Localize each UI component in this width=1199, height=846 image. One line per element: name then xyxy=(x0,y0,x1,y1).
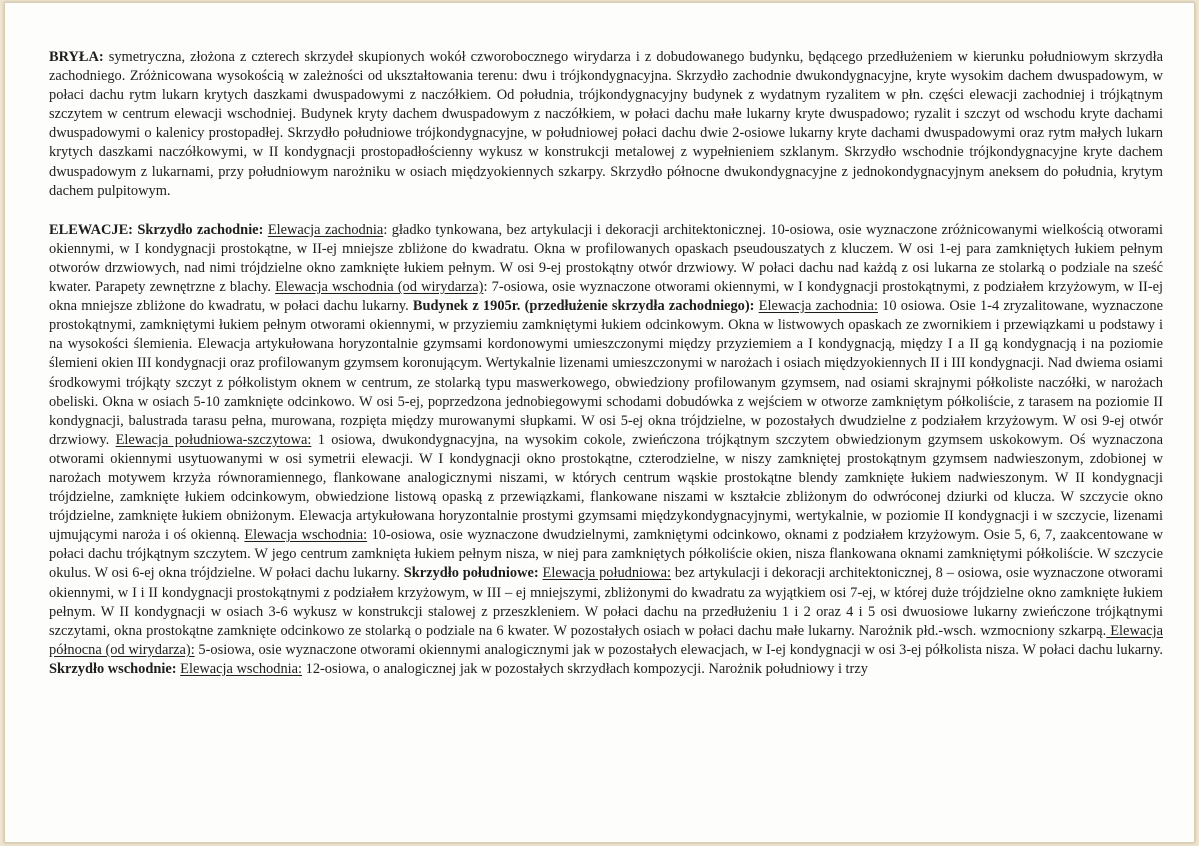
heading-skrzydlo-wschodnie: Skrzydło wschodnie: xyxy=(49,660,177,677)
subheading-elewacja-poludniowa-szczytowa: Elewacja południowa-szczytowa: xyxy=(115,431,312,448)
paragraph-bryla xyxy=(49,48,1163,201)
subheading-budynek-elewacja-zachodnia: Elewacja zachodnia: xyxy=(758,298,878,315)
subheading-elewacja-zachodnia: Elewacja zachodnia xyxy=(267,221,384,238)
text-elewacja-zachodnia: : gładko tynkowana, bez artykulacji i dekoracji architektonicznej. 10-osiowa, osie wyznaczone zróżnicowanymi wielkością otworami okiennymi, w I kondygnacji prostokątne, w II-ej mniejsze zbliżone do kwadratu. Okna w profilowanych opaskach pseudouszatych z kluczem. W osi 1-ej para zamkniętych łukiem pełnym otworów drzwiowych, nad nimi trójdzielne okno zamknięte łukiem pełnym. W osi 9-ej prostokątny otwór drzwiowy. W połaci dachu nad każdą z osi lukarna ze stolarką o podziale na sześć kwater. Parapety zewnętrzne z blachy. xyxy=(49,221,1163,296)
subheading-elewacja-wschodnia-wirydarz: Elewacja wschodnia (od wirydarza) xyxy=(275,279,484,296)
text-elewacja-poludniowa: bez artykulacji i dekoracji architektonicznej, 8 – osiowa, osie wyznaczone otworami okiennymi, w I i II kondygnacji prostokątnymi z podziałem krzyżowym, w III – ej mniejszymi, zbliżonymi do kwadratu za wyjątkiem osi 7-ej, w której duże trójdzielne okno zamknięte łukiem pełnym. W II kondygnacji w osiach 3-6 wykusz w konstrukcji stalowej z przeszkleniem. W połaci dachu na przedłużeniu 1 i 2 oraz 4 i 5 osi dwuosiowe lukarny zwieńczone trójkątnymi szczytami, okna prostokątne zamknięte odcinkowo ze stolarką o podziale na 6 kwater. W pozostałych osiach w połaci dachu małe lukarny. Narożnik płd.-wsch. wzmocniony szkarpą. xyxy=(49,565,1163,639)
heading-elewacje: ELEWACJE: xyxy=(49,221,133,238)
paragraph-elewacje xyxy=(49,221,1163,679)
text-budynek-elewacja-zachodnia: 10 osiowa. Osie 1-4 zryzalitowane, wyznaczone prostokątnymi, zamkniętymi łukiem pełnym otworami okiennymi, w przyziemiu zamkniętymi łukiem odcinkowym. Okna w listwowych opaskach ze zwornikiem i przewiązkami u podstawy i na wysokości ślemienia. Elewacja artykułowana horyzontalnie gzymsami kordonowymi umieszczonymi między przyziemiem a I kondygnacją, między I a II gą kondygnacją i na poziomie ślemieni okien III kondygnacji oraz profilowanym gzymsem koronującym. Wertykalnie lizenami umieszczonymi w narożach i osiach międzyokiennych II i III kondygnacji. Nad dwiema osiami środkowymi trójkąty szczyt z półkolistym oknem w centrum, ze stolarką typu maswerkowego, obwiedziony profilowanym gzymsem, nad osiami skrajnymi półkoliste naczółki, w narożach obeliski. Okna w osiach 5-10 zamknięte odcinkowo. W osi 5-ej, poprzedzona jednobiegowymi schodami dobudówka z wejściem w otworze zamkniętym półkoliście, z tarasem na poziomie II kondygnacji, balustrada tarasu pełna, murowana, rozpięta między murowanymi słupkami. W osi 5-ej okna trójdzielne, w pozostałych dwudzielne z podziałem krzyżowym. W osi 9-ej otwór drzwiowy. xyxy=(49,298,1163,448)
heading-skrzydlo-zachodnie: Skrzydło zachodnie: xyxy=(137,221,264,238)
heading-bryla: BRYŁA: xyxy=(49,49,104,65)
subheading-elewacja-poludniowa: Elewacja południowa: xyxy=(542,565,672,582)
heading-skrzydlo-poludniowe: Skrzydło południowe: xyxy=(403,565,539,582)
text-budynek-elewacja-wschodnia: 10-osiowa, osie wyznaczone dwudzielnymi, zamkniętymi odcinkowo, oknami z podziałem krzyżowym. Osie 5, 6, 7, zaakcentowane w połaci dachu trójkątnym szczytem. W jego centrum zamknięta łukiem pełnym nisza, w niej para zamkniętych półkoliście okien, nisza flankowana oknami zamkniętymi półkoliście. W szczycie okulus. W osi 6-ej okna trójdzielne. W połaci dachu lukarny. xyxy=(49,527,1164,582)
document-body xyxy=(49,48,1163,679)
subheading-elewacja-polnocna: Elewacja północna (od wirydarza): xyxy=(49,622,1163,658)
text-elewacja-wschodnia-wirydarz: : 7-osiowa, osie wyznaczone otworami okiennymi, w I kondygnacji prostokątnymi, z podziałem krzyżowym, w II-ej okna mniejsze zbliżone do kwadratu, w połaci dachu lukarny. xyxy=(49,279,1163,315)
heading-budynek-1905: Budynek z 1905r. (przedłużenie skrzydła zachodniego): xyxy=(412,298,755,315)
subheading-budynek-elewacja-wschodnia: Elewacja wschodnia: xyxy=(244,527,368,544)
text-skrzydlo-wschodnie-elewacja-wschodnia: 12-osiowa, o analogicznej jak w pozostałych skrzydłach kompozycji. Narożnik południowy i trzy xyxy=(302,660,868,677)
subheading-skrzydlo-wschodnie-elewacja-wschodnia: Elewacja wschodnia: xyxy=(180,660,303,677)
text-elewacja-polnocna: 5-osiowa, osie wyznaczone otworami okiennymi analogicznymi jak w pozostałych elewacjach, w I-ej kondygnacji w osi 3-ej półkolista nisza. W połaci dachu lukarny. xyxy=(194,641,1164,658)
text-elewacja-poludniowa-szczytowa: 1 osiowa, dwukondygnacyjna, na wysokim cokole, zwieńczona trójkątnym szczytem obwiedzionym gzymsem uskokowym. Oś wyznaczona otworami okiennymi usytuowanymi w osi symetrii elewacji. W I kondygnacji okno prostokątne, czterodzielne, w niszy zamkniętej prostokątnym gzymsem nadwieszonym, zdobionej w narożach motywem krzyża równoramiennego, flankowane analogicznymi niszami, w których centrum wąskie prostokątne blendy zamknięte łukiem nadwieszonym. W II kondygnacji trójdzielne, zamknięte łukiem odcinkowym, obwiedzione listową opaską z przewiązkami, flankowane niszami w kształcie zbliżonym do odwróconej dziurki od klucza. W szczycie okno trójdzielne, zamknięte łukiem obniżonym. Elewacja artykułowana horyzontalnie prostymi gzymsami międzykondygnacyjnymi, wertykalnie, w poziomie II kondygnacji i w szczycie, lizenami ujmującymi naroża i oś okienną. xyxy=(49,431,1164,544)
document-page xyxy=(4,2,1195,843)
bryla-text: symetryczna, złożona z czterech skrzydeł skupionych wokół czworobocznego wirydarza i z dobudowanego budynku, będącego przedłużeniem w kierunku południowym skrzydła zachodniego. Zróżnicowana wysokością w zależności od ukształtowania terenu: dwu i trójkondygnacyjna. Skrzydło zachodnie dwukondygnacyjne, kryte wysokim dachem dwuspadowym, w połaci dachu rytm lukarn krytych daszkami dwuspadowymi z naczółkiem. Od południa, trójkondygnacyjny budynek z wydatnym ryzalitem w płn. części elewacji zachodniej i trójkątnym szczytem w centrum elewacji wschodniej. Budynek kryty dachem dwuspadowym z naczółkiem, w połaci dachu małe lukarny kryte dwuspadowo; ryzalit i szczyt od wschodu kryte dachami dwuspadowymi o kalenicy prostopadłej. Skrzydło południowe trójkondygnacyjne, w południowej połaci dachu dwie 2-osiowe lukarny kryte dachami dwuspadowymi oraz rytm małych lukarn krytych daszkami naczółkowymi, w II kondygnacji prostopadłościenny wykusz w konstrukcji metalowej z wypełnieniem szklanym. Skrzydło wschodnie trójkondygnacyjne kryte dachem dwuspadowym z lukarnami, przy południowym narożniku w osiach międzyokiennych szkarpy. Skrzydło północne dwukondygnacyjne z jednokondygnacyjnym aneksem do południa, krytym dachem pulpitowym. xyxy=(49,49,1163,199)
